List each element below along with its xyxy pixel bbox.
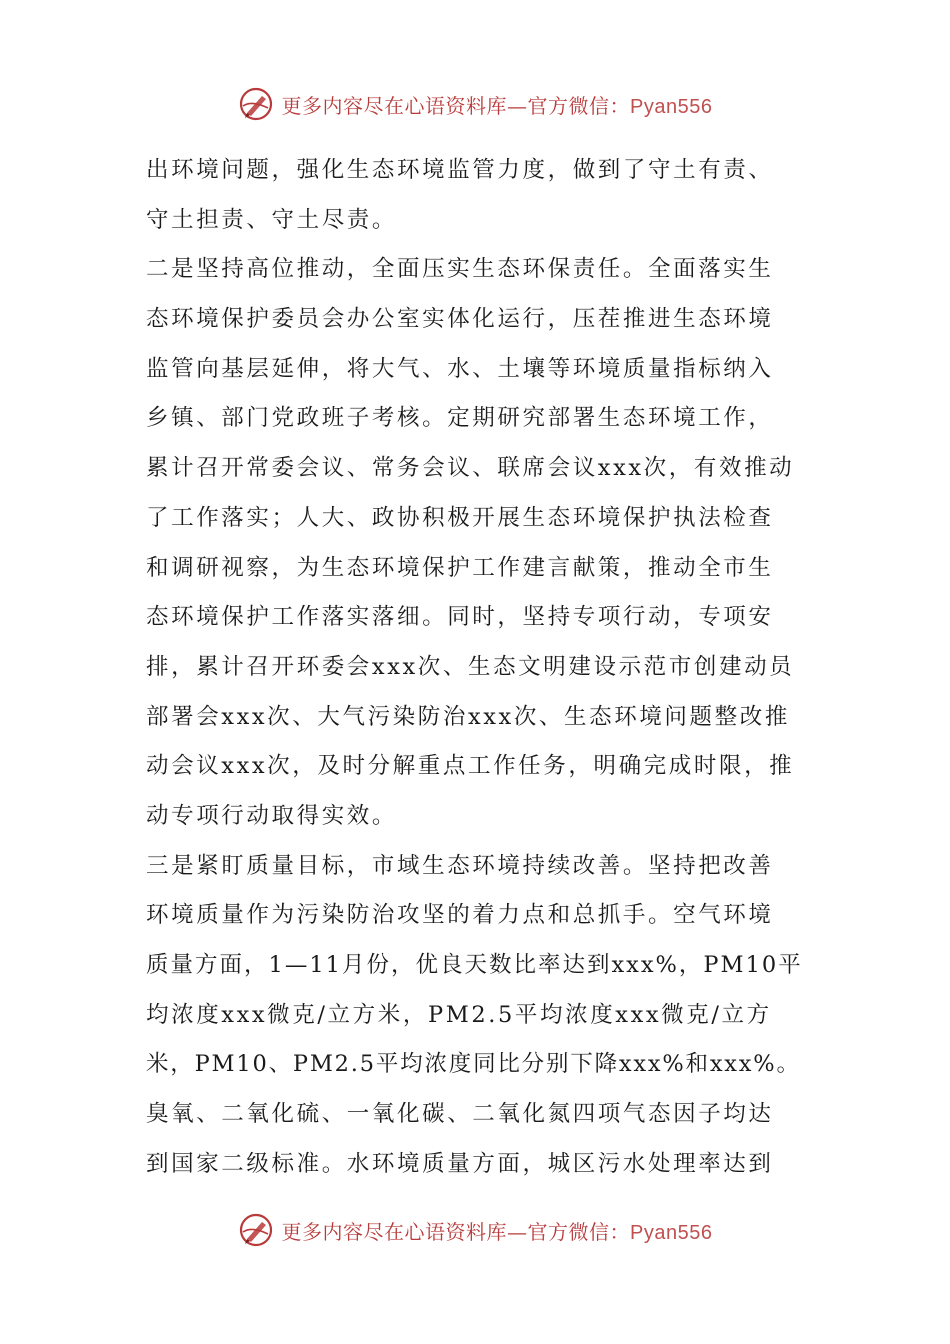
text-line: 到国家二级标准。水环境质量方面，城区污水处理率达到 (146, 1150, 774, 1177)
text-line: 出环境问题，强化生态环境监管力度，做到了守土有责、 (146, 157, 774, 183)
header-banner-contact: Pyan556 (630, 95, 713, 118)
text-line: 二是坚持高位推动，全面压实生态环保责任。全面落实生 (146, 256, 774, 283)
text-line: 了工作落实；人大、政协积极开展生态环境保护执法检查 (146, 504, 774, 531)
text-line: 守土担责、守土尽责。 (146, 206, 398, 233)
text-line: 监管向基层延伸，将大气、水、土壤等环境质量指标纳入 (146, 355, 774, 382)
text-line: 均浓度xxx微克/立方米，PM2.5平均浓度xxx微克/立方 (146, 1001, 772, 1028)
pen-logo-icon (238, 1212, 274, 1248)
text-line: 臭氧、二氧化硫、一氧化碳、二氧化氮四项气态因子均达 (146, 1101, 774, 1128)
footer-banner-contact: Pyan556 (630, 1221, 713, 1244)
text-line: 态环境保护委员会办公室实体化运行，压茬推进生态环境 (146, 306, 774, 333)
text-line: 质量方面，1—11月份，优良天数比率达到xxx%，PM10平 (146, 952, 803, 978)
text-line: 动会议xxx次，及时分解重点工作任务，明确完成时限，推 (146, 753, 795, 780)
document-body (146, 146, 806, 1189)
text-line: 动专项行动取得实效。 (146, 802, 398, 829)
text-line: 三是紧盯质量目标，市域生态环境持续改善。坚持把改善 (146, 852, 774, 879)
text-line: 部署会xxx次、大气污染防治xxx次、生态环境问题整改推 (146, 703, 790, 730)
text-line: 乡镇、部门党政班子考核。定期研究部署生态环境工作， (146, 405, 774, 432)
footer-banner (0, 1208, 950, 1252)
pen-logo-icon (238, 86, 274, 122)
text-line: 米，PM10、PM2.5平均浓度同比分别下降xxx%和xxx%。 (146, 1051, 801, 1078)
header-banner (0, 82, 950, 126)
text-line: 环境质量作为污染防治攻坚的着力点和总抓手。空气环境 (146, 902, 774, 929)
text-line: 和调研视察，为生态环境保护工作建言献策，推动全市生 (146, 554, 774, 581)
text-line: 排，累计召开环委会xxx次、生态文明建设示范市创建动员 (146, 653, 795, 680)
text-line: 态环境保护工作落实落细。同时，坚持专项行动，专项安 (146, 604, 774, 631)
header-banner-text: 更多内容尽在心语资料库—官方微信：Pyan556 (281, 93, 713, 118)
footer-banner-text: 更多内容尽在心语资料库—官方微信：Pyan556 (281, 1219, 713, 1244)
text-line: 累计召开常委会议、常务会议、联席会议xxx次，有效推动 (146, 455, 795, 482)
